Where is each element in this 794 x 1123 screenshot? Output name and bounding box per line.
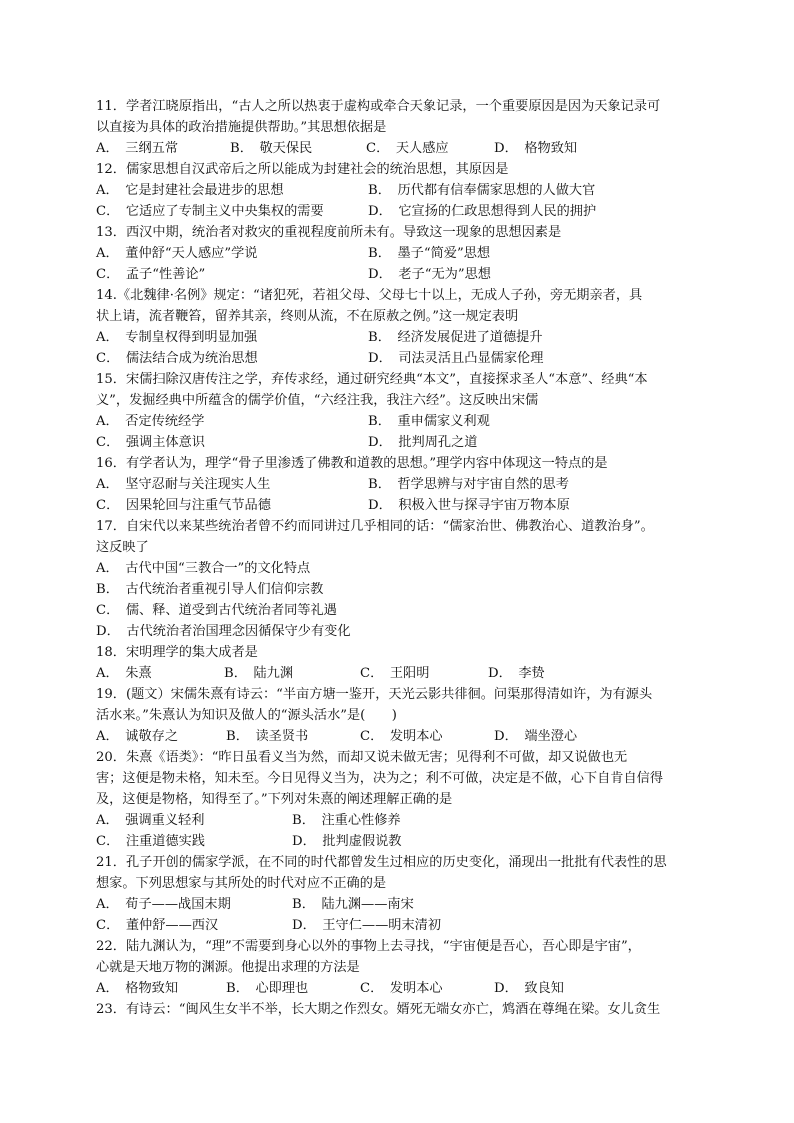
- option-a: A． 否定传统经学: [96, 414, 205, 429]
- option-b: B． 墨子“简爱”思想: [368, 246, 491, 261]
- question-text: 19．(题文）宋儒朱熹有诗云：“半亩方塘一鉴开，天光云影共徘徊。问渠那得清如许，为有源头: [96, 687, 653, 702]
- option-b: B． 陆九渊: [224, 666, 294, 681]
- question-text: 活水来。”朱熹认为知识及做人的“源头活水”是( ): [96, 708, 397, 723]
- option-b: B． 古代统治者重视引导人们信仰宗教: [96, 582, 324, 597]
- question-23: [96, 999, 716, 1020]
- question-text: 15．宋儒扫除汉唐传注之学，弃传求经，通过研究经典“本文”，直接探求圣人“本意”、经典“本: [96, 372, 648, 387]
- option-c: C． 它适应了专制主义中央集权的需要: [96, 204, 324, 219]
- option-d: D． 它宣扬的仁政思想得到人民的拥护: [368, 204, 597, 219]
- option-d: D． 格物致知: [494, 141, 578, 156]
- option-c: C． 因果轮回与注重气节品德: [96, 498, 271, 513]
- question-text: 18．宋明理学的集大成者是: [96, 645, 258, 660]
- option-b: B． 历代都有信奉儒家思想的人做大官: [368, 183, 596, 198]
- question-19: [96, 684, 716, 747]
- option-b: B． 经济发展促进了道德提升: [368, 330, 543, 345]
- options-row: [96, 327, 716, 348]
- question-text: 12．儒家思想自汉武帝后之所以能成为封建社会的统治思想，其原因是: [96, 162, 509, 177]
- option-b: B． 哲学思辨与对宇宙自然的思考: [368, 477, 569, 492]
- option-d: D． 老子“无为”思想: [368, 267, 491, 282]
- options-row: [96, 243, 716, 264]
- question-text: 23．有诗云：“闽风生女半不举，长大期之作烈女。婿死无端女亦亡，鸩酒在尊绳在梁。女儿贪生: [96, 1002, 661, 1017]
- option-b: B． 陆九渊——南宋: [292, 897, 414, 912]
- options-row: [96, 411, 716, 432]
- option-c: C． 儒、释、道受到古代统治者同等礼遇: [96, 603, 337, 618]
- question-text: 及，这便是物格，知得至了。”下列对朱熹的阐述理解正确的是: [96, 792, 453, 807]
- options-row: [96, 138, 716, 159]
- option-d: D． 古代统治者治国理念因循保守少有变化: [96, 624, 351, 639]
- option-b: B． 敬天保民: [230, 141, 313, 156]
- option-d: D． 端坐澄心: [494, 729, 578, 744]
- options-row: [96, 264, 716, 285]
- options-row: [96, 978, 716, 999]
- question-text: 这反映了: [96, 540, 149, 555]
- option-a: A． 董仲舒“天人感应”学说: [96, 246, 258, 261]
- option-d: D． 王守仁——明末清初: [292, 918, 442, 933]
- option-a: A． 三纲五常: [96, 141, 179, 156]
- option-b: B． 读圣贤书: [226, 729, 309, 744]
- option-a: A． 格物致知: [96, 981, 179, 996]
- question-text: 17．自宋代以来某些统治者曾不约而同讲过几乎相同的话：“儒家治世、佛教治心、道教治身”。: [96, 519, 654, 534]
- question-text: 心就是天地万物的渊源。他提出求理的方法是: [96, 960, 360, 975]
- question-text: 以直接为具体的政治措施提供帮助。”其思想依据是: [96, 120, 387, 135]
- option-c: C． 儒法结合成为统治思想: [96, 351, 258, 366]
- option-a: A． 强调重义轻利: [96, 813, 205, 828]
- question-text: 11．学者江晓原指出，“古人之所以热衷于虚构或牵合天象记录，一个重要原因是因为天象记录可: [96, 99, 661, 114]
- option-a: A． 荀子——战国末期: [96, 897, 231, 912]
- option-c: C． 发明本心: [360, 729, 443, 744]
- option-c: C． 王阳明: [360, 666, 430, 681]
- option-d: D． 李贽: [488, 666, 545, 681]
- option-a: A． 古代中国“三教合一”的文化特点: [96, 561, 311, 576]
- options-row: [96, 432, 716, 453]
- option-d: D． 致良知: [494, 981, 564, 996]
- question-text: 状上请，流者鞭笞，留养其亲，终则从流，不在原赦之例。”这一规定表明: [96, 309, 519, 324]
- option-c: C． 发明本心: [360, 981, 443, 996]
- question-21: [96, 852, 716, 936]
- options-row: [96, 201, 716, 222]
- options-row: [96, 831, 716, 852]
- option-d: D． 批判虚假说教: [292, 834, 402, 849]
- option-d: D． 司法灵活且凸显儒家伦理: [368, 351, 544, 366]
- option-c: C． 强调主体意识: [96, 435, 205, 450]
- option-b: B． 心即理也: [226, 981, 309, 996]
- options-row: [96, 348, 716, 369]
- question-12: [96, 159, 716, 222]
- option-d: D． 积极入世与探寻宇宙万物本原: [368, 498, 570, 513]
- option-a: A． 它是封建社会最进步的思想: [96, 183, 284, 198]
- option-b: B． 重申儒家义利观: [368, 414, 490, 429]
- option-b: B． 注重心性修养: [292, 813, 401, 828]
- options-row: [96, 915, 716, 936]
- question-14: [96, 285, 716, 369]
- question-text: 想家。下列思想家与其所处的时代对应不正确的是: [96, 876, 387, 891]
- option-a: A． 坚守忍耐与关注现实人生: [96, 477, 271, 492]
- exam-page: [96, 96, 716, 1020]
- question-11: [96, 96, 716, 159]
- question-22: [96, 936, 716, 999]
- question-text: 13．西汉中期，统治者对救灾的重视程度前所未有。导致这一现象的思想因素是: [96, 225, 562, 240]
- option-a: A． 诚敬存之: [96, 729, 179, 744]
- option-a: A． 专制皇权得到明显加强: [96, 330, 258, 345]
- question-text: 21．孔子开创的儒家学派，在不同的时代都曾发生过相应的历史变化，涌现出一批批有代表性的思: [96, 855, 667, 870]
- question-17: [96, 516, 716, 642]
- options-row: [96, 663, 716, 684]
- option-c: C． 董仲舒——西汉: [96, 918, 219, 933]
- question-text: 16．有学者认为，理学“骨子里渗透了佛教和道教的思想。”理学内容中体现这一特点的是: [96, 456, 608, 471]
- options-row: [96, 726, 716, 747]
- option-c: C． 注重道德实践: [96, 834, 205, 849]
- option-d: D． 批判周孔之道: [368, 435, 478, 450]
- question-13: [96, 222, 716, 285]
- question-text: 害；这便是物未格，知未至。今日见得义当为，决为之；利不可做，决定是不做，心下自肯自信得: [96, 771, 664, 786]
- question-16: [96, 453, 716, 516]
- option-a: A． 朱熹: [96, 666, 152, 681]
- options-row: [96, 810, 716, 831]
- options-row: [96, 180, 716, 201]
- option-c: C． 孟子“性善论”: [96, 267, 206, 282]
- question-text: 20．朱熹《语类》：“昨日虽看义当为然，而却又说未做无害；见得利不可做，却又说做也无: [96, 750, 628, 765]
- question-text: 14.《北魏律·名例》规定：“诸犯死，若祖父母、父母七十以上，无成人子孙，旁无期亲者，具: [96, 288, 643, 303]
- question-text: 义”，发掘经典中所蕴含的儒学价值，“六经注我，我注六经”。这反映出宋儒: [96, 393, 539, 408]
- options-row: [96, 495, 716, 516]
- options-row: [96, 894, 716, 915]
- question-15: [96, 369, 716, 453]
- options-row: [96, 474, 716, 495]
- question-text: 22．陆九渊认为，“理”不需要到身心以外的事物上去寻找，“宇宙便是吾心，吾心即是宇宙”，: [96, 939, 641, 954]
- question-20: [96, 747, 716, 852]
- option-c: C． 天人感应: [366, 141, 449, 156]
- question-18: [96, 642, 716, 684]
